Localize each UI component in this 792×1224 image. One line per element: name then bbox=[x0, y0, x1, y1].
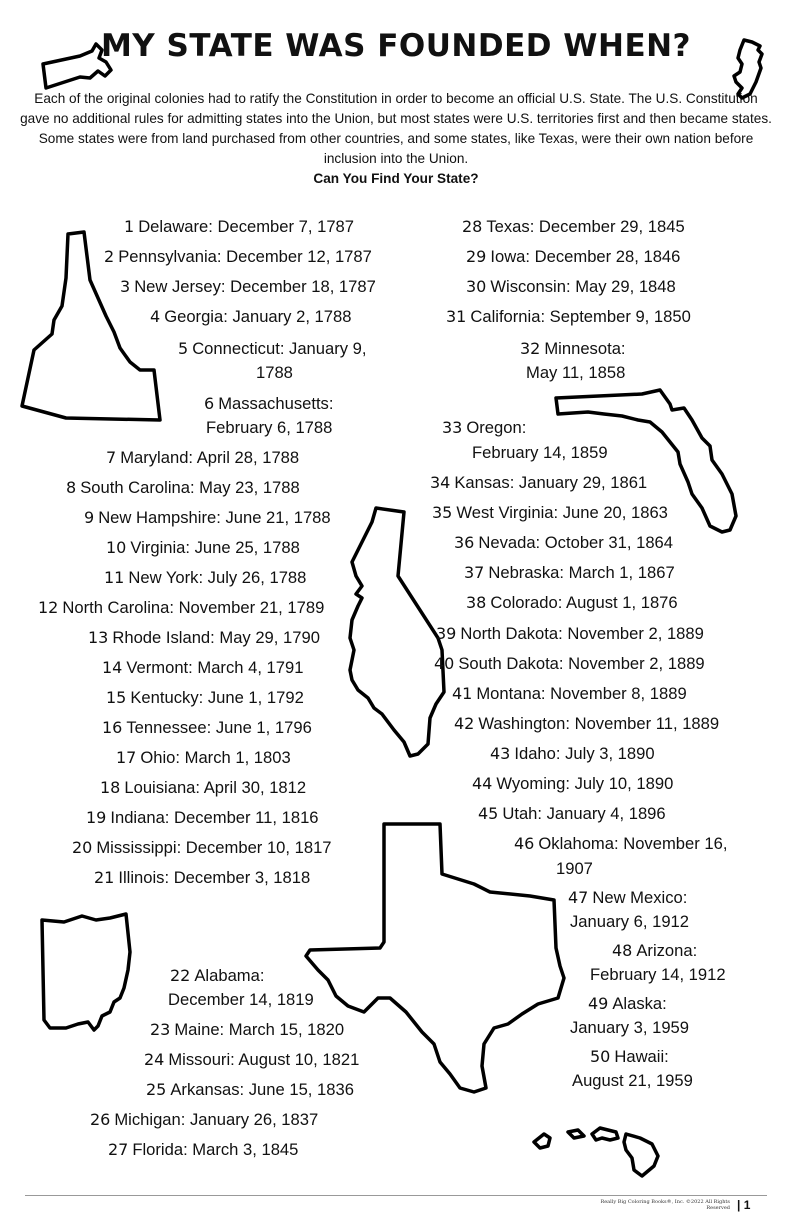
state-number: 30 bbox=[466, 277, 487, 296]
state-entry-continued: 1907 bbox=[556, 859, 593, 878]
state-number: 23 bbox=[150, 1020, 171, 1039]
state-text: Nebraska: March 1, 1867 bbox=[488, 563, 675, 582]
state-entry bbox=[466, 244, 680, 269]
state-number: 24 bbox=[144, 1050, 165, 1069]
state-entry-continued: December 14, 1819 bbox=[168, 990, 314, 1009]
state-number: 50 bbox=[590, 1047, 611, 1066]
state-entry bbox=[452, 681, 687, 706]
state-text: Kentucky: June 1, 1792 bbox=[130, 688, 304, 707]
state-entry-continued: January 6, 1912 bbox=[570, 912, 690, 931]
state-entry bbox=[72, 835, 332, 860]
state-entry bbox=[436, 621, 704, 646]
state-text: Florida: March 3, 1845 bbox=[132, 1140, 299, 1159]
state-number: 10 bbox=[106, 538, 127, 557]
state-number: 42 bbox=[454, 714, 475, 733]
state-text: Louisiana: April 30, 1812 bbox=[124, 778, 307, 797]
page-number: | 1 bbox=[737, 1198, 751, 1212]
state-entry bbox=[178, 336, 367, 361]
state-number: 15 bbox=[106, 688, 127, 707]
state-entry bbox=[464, 560, 675, 585]
state-text: Nevada: October 31, 1864 bbox=[478, 533, 674, 552]
state-text: Georgia: January 2, 1788 bbox=[164, 307, 352, 326]
massachusetts-outline-icon bbox=[40, 40, 120, 90]
state-entry bbox=[102, 655, 303, 680]
state-entry bbox=[432, 500, 668, 525]
state-entry bbox=[590, 1044, 669, 1069]
state-number: 20 bbox=[72, 838, 93, 857]
state-entry bbox=[146, 1077, 354, 1102]
state-text: Virginia: June 25, 1788 bbox=[130, 538, 300, 557]
state-number: 7 bbox=[106, 448, 117, 467]
state-text: Wisconsin: May 29, 1848 bbox=[490, 277, 676, 296]
state-entry bbox=[102, 715, 312, 740]
footer-divider bbox=[25, 1195, 767, 1196]
state-number: 17 bbox=[116, 748, 137, 767]
state-number: 33 bbox=[442, 418, 463, 437]
state-entry bbox=[466, 274, 676, 299]
state-number: 12 bbox=[38, 598, 59, 617]
state-text: Mississippi: December 10, 1817 bbox=[96, 838, 332, 857]
state-number: 47 bbox=[568, 888, 589, 907]
state-number: 16 bbox=[102, 718, 123, 737]
state-entry bbox=[204, 391, 333, 416]
state-text: Utah: January 4, 1896 bbox=[502, 804, 666, 823]
state-entry bbox=[472, 771, 673, 796]
state-text: Ohio: March 1, 1803 bbox=[140, 748, 291, 767]
state-number: 40 bbox=[434, 654, 455, 673]
state-text: South Carolina: May 23, 1788 bbox=[80, 478, 300, 497]
state-number: 1 bbox=[124, 217, 135, 236]
state-text: Rhode Island: May 29, 1790 bbox=[112, 628, 320, 647]
state-text: Arizona: bbox=[636, 941, 698, 960]
state-entry bbox=[490, 741, 655, 766]
state-entry bbox=[108, 1137, 298, 1162]
state-number: 18 bbox=[100, 778, 121, 797]
state-number: 48 bbox=[612, 941, 633, 960]
state-entry bbox=[86, 805, 319, 830]
state-entry-continued: February 14, 1859 bbox=[472, 443, 608, 462]
state-number: 39 bbox=[436, 624, 457, 643]
state-text: Alaska: bbox=[612, 994, 667, 1013]
state-entry bbox=[612, 938, 697, 963]
state-entry bbox=[100, 775, 306, 800]
state-number: 43 bbox=[490, 744, 511, 763]
state-number: 27 bbox=[108, 1140, 129, 1159]
state-text: California: September 9, 1850 bbox=[470, 307, 691, 326]
state-number: 29 bbox=[466, 247, 487, 266]
state-entry bbox=[520, 336, 626, 361]
state-entry-continued: February 14, 1912 bbox=[590, 965, 726, 984]
state-number: 22 bbox=[170, 966, 191, 985]
state-entry bbox=[446, 304, 691, 329]
page-title: MY STATE WAS FOUNDED WHEN? bbox=[100, 28, 692, 64]
state-number: 28 bbox=[462, 217, 483, 236]
intro-question: Can You Find Your State? bbox=[313, 171, 479, 186]
state-number: 34 bbox=[430, 473, 451, 492]
state-entry bbox=[84, 505, 331, 530]
state-number: 38 bbox=[466, 593, 487, 612]
state-entry bbox=[106, 445, 299, 470]
state-number: 25 bbox=[146, 1080, 167, 1099]
state-text: Connecticut: January 9, bbox=[192, 339, 367, 358]
state-text: New York: July 26, 1788 bbox=[128, 568, 307, 587]
state-entry bbox=[434, 651, 705, 676]
state-entry bbox=[144, 1047, 359, 1072]
state-text: New Jersey: December 18, 1787 bbox=[134, 277, 376, 296]
state-text: Hawaii: bbox=[614, 1047, 669, 1066]
state-entry bbox=[94, 865, 310, 890]
state-text: Indiana: December 11, 1816 bbox=[110, 808, 319, 827]
state-text: Wyoming: July 10, 1890 bbox=[496, 774, 674, 793]
state-text: Oregon: bbox=[466, 418, 527, 437]
state-number: 2 bbox=[104, 247, 115, 266]
state-entry bbox=[478, 801, 666, 826]
state-entry bbox=[104, 244, 372, 269]
state-text: Vermont: March 4, 1791 bbox=[126, 658, 304, 677]
intro-paragraph bbox=[20, 89, 772, 189]
ohio-outline-icon bbox=[38, 912, 134, 1032]
state-number: 3 bbox=[120, 277, 131, 296]
state-text: Arkansas: June 15, 1836 bbox=[170, 1080, 354, 1099]
state-number: 26 bbox=[90, 1110, 111, 1129]
state-text: South Dakota: November 2, 1889 bbox=[458, 654, 705, 673]
state-text: Oklahoma: November 16, bbox=[538, 834, 728, 853]
state-entry bbox=[104, 565, 306, 590]
state-number: 41 bbox=[452, 684, 473, 703]
state-entry bbox=[568, 885, 687, 910]
state-entry-continued: January 3, 1959 bbox=[570, 1018, 690, 1037]
state-entry bbox=[430, 470, 647, 495]
hawaii-outline-icon bbox=[530, 1124, 660, 1180]
state-number: 13 bbox=[88, 628, 109, 647]
state-entry bbox=[106, 535, 300, 560]
state-number: 37 bbox=[464, 563, 485, 582]
state-entry bbox=[38, 595, 324, 620]
state-entry bbox=[466, 590, 678, 615]
state-number: 45 bbox=[478, 804, 499, 823]
state-text: Minnesota: bbox=[544, 339, 626, 358]
state-entry-continued: May 11, 1858 bbox=[526, 363, 626, 382]
intro-text: Each of the original colonies had to ratify the Constitution in order to become an official U.S. State. The U.S. Constitution gave no additional rules for admitting states into the Union, but most states were U.S. territories first and then became states. Some states were from land purchased from other countries, and some states, like Texas, were their own nation before inclusion into the Union. bbox=[20, 91, 772, 166]
state-entry bbox=[120, 274, 376, 299]
new-jersey-outline-icon bbox=[728, 38, 768, 102]
state-number: 44 bbox=[472, 774, 493, 793]
state-number: 8 bbox=[66, 478, 77, 497]
state-number: 31 bbox=[446, 307, 467, 326]
state-number: 5 bbox=[178, 339, 189, 358]
state-entry bbox=[124, 214, 354, 239]
state-text: Washington: November 11, 1889 bbox=[478, 714, 720, 733]
state-text: New Mexico: bbox=[592, 888, 688, 907]
state-entry bbox=[150, 304, 351, 329]
state-text: Montana: November 8, 1889 bbox=[476, 684, 687, 703]
state-text: Colorado: August 1, 1876 bbox=[490, 593, 678, 612]
state-text: Maine: March 15, 1820 bbox=[174, 1020, 345, 1039]
state-entry bbox=[66, 475, 300, 500]
state-number: 6 bbox=[204, 394, 215, 413]
state-entry bbox=[442, 415, 526, 440]
state-entry-continued: February 6, 1788 bbox=[206, 418, 333, 437]
state-number: 36 bbox=[454, 533, 475, 552]
state-text: Maryland: April 28, 1788 bbox=[120, 448, 300, 467]
state-text: Kansas: January 29, 1861 bbox=[454, 473, 648, 492]
state-text: Texas: December 29, 1845 bbox=[486, 217, 685, 236]
state-entry bbox=[106, 685, 304, 710]
state-text: Idaho: July 3, 1890 bbox=[514, 744, 655, 763]
state-entry bbox=[588, 991, 667, 1016]
state-entry bbox=[170, 963, 264, 988]
state-text: Massachusetts: bbox=[218, 394, 334, 413]
state-number: 19 bbox=[86, 808, 107, 827]
state-number: 35 bbox=[432, 503, 453, 522]
state-text: West Virginia: June 20, 1863 bbox=[456, 503, 668, 522]
state-text: Tennessee: June 1, 1796 bbox=[126, 718, 312, 737]
state-entry bbox=[150, 1017, 344, 1042]
state-number: 32 bbox=[520, 339, 541, 358]
state-text: Iowa: December 28, 1846 bbox=[490, 247, 681, 266]
state-entry bbox=[90, 1107, 318, 1132]
state-text: Michigan: January 26, 1837 bbox=[114, 1110, 319, 1129]
state-entry-continued: 1788 bbox=[256, 363, 293, 382]
state-number: 46 bbox=[514, 834, 535, 853]
state-text: Missouri: August 10, 1821 bbox=[168, 1050, 360, 1069]
state-text: Illinois: December 3, 1818 bbox=[118, 868, 311, 887]
state-entry bbox=[454, 711, 719, 736]
state-number: 11 bbox=[104, 568, 125, 587]
state-text: Delaware: December 7, 1787 bbox=[138, 217, 355, 236]
state-text: New Hampshire: June 21, 1788 bbox=[98, 508, 331, 527]
state-entry bbox=[88, 625, 320, 650]
state-text: Pennsylvania: December 12, 1787 bbox=[118, 247, 372, 266]
state-number: 9 bbox=[84, 508, 95, 527]
footer-credit: Really Big Coloring Books®, Inc. ©2022 All Rights Reserved bbox=[600, 1199, 730, 1211]
state-entry-continued: August 21, 1959 bbox=[572, 1071, 693, 1090]
state-number: 21 bbox=[94, 868, 115, 887]
state-entry bbox=[116, 745, 291, 770]
state-entry bbox=[514, 831, 727, 856]
state-text: North Dakota: November 2, 1889 bbox=[460, 624, 704, 643]
state-entry bbox=[454, 530, 673, 555]
state-number: 14 bbox=[102, 658, 123, 677]
state-entry bbox=[462, 214, 685, 239]
state-number: 49 bbox=[588, 994, 609, 1013]
state-text: North Carolina: November 21, 1789 bbox=[62, 598, 325, 617]
state-text: Alabama: bbox=[194, 966, 265, 985]
state-number: 4 bbox=[150, 307, 161, 326]
